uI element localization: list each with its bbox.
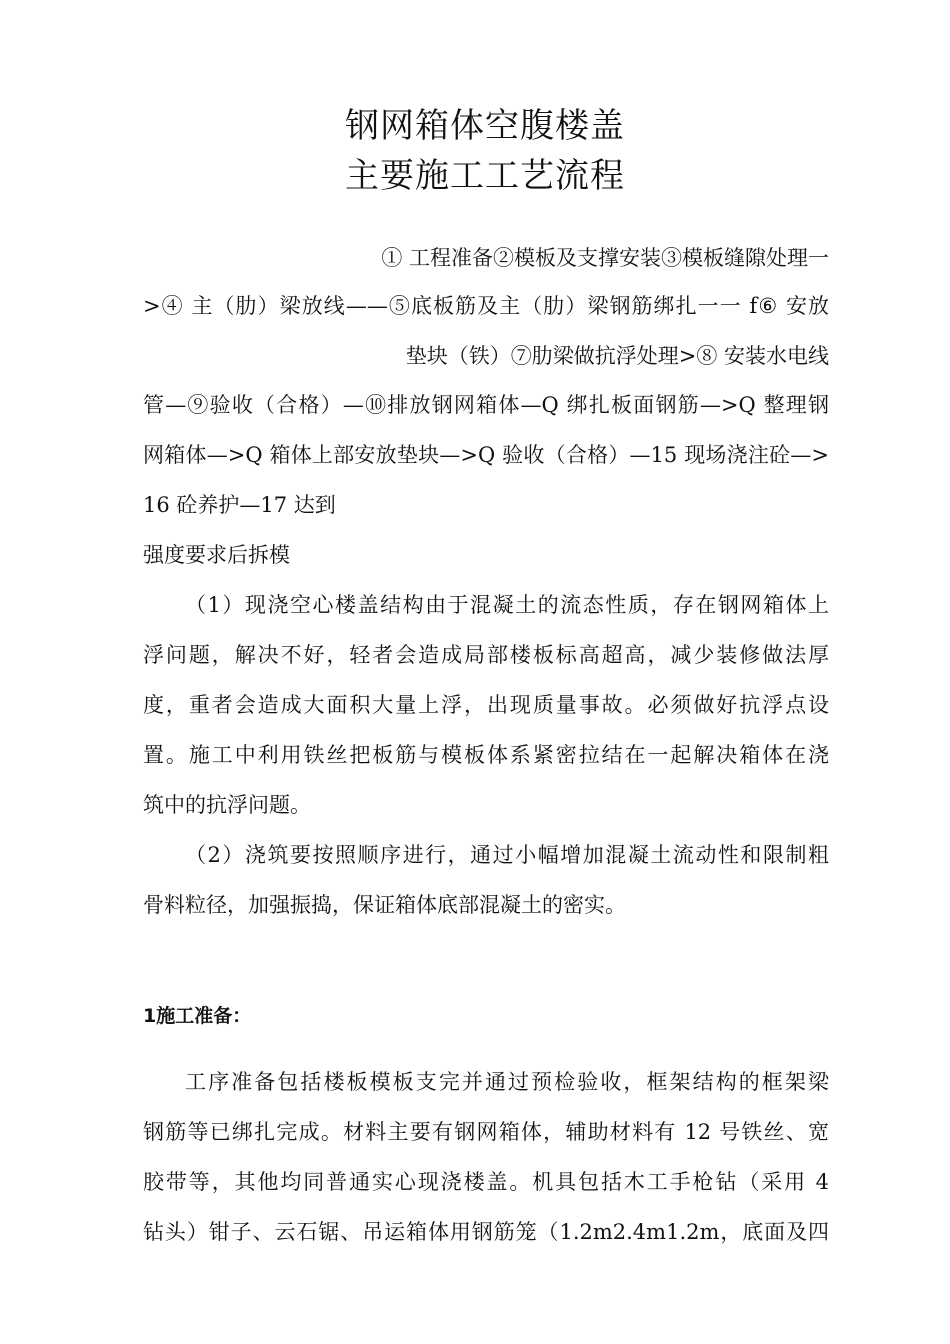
flow-line: ① 工程准备②模板及支撑安装③模板缝隙处理一 bbox=[381, 246, 829, 270]
flow-line: 16 砼养护—17 达到 bbox=[143, 493, 336, 517]
flow-line: >④ 主（肋）梁放线——⑤底板筋及主（肋）梁钢筋绑扎一一 f⑥ 安放 bbox=[143, 294, 829, 318]
flow-line: 网箱体—>Q 箱体上部安放垫块—>Q 验收（合格）—15 现场浇注砼—> bbox=[143, 443, 829, 467]
paragraph-line: 筑中的抗浮问题。 bbox=[143, 793, 311, 817]
paragraph-line: 工序准备包括楼板模板支完并通过预检验收，框架结构的框架梁 bbox=[185, 1070, 829, 1094]
document-title-line1: 钢网箱体空腹楼盖 bbox=[345, 106, 625, 146]
paragraph-line: 度，重者会造成大面积大量上浮，出现质量事故。必须做好抗浮点设 bbox=[143, 693, 829, 717]
paragraph-line: 置。施工中利用铁丝把板筋与模板体系紧密拉结在一起解决箱体在浇 bbox=[143, 743, 829, 767]
paragraph-line: 钢筋等已绑扎完成。材料主要有钢网箱体，辅助材料有 12 号铁丝、宽 bbox=[143, 1120, 829, 1144]
flow-line: 垫块（铁）⑦肋梁做抗浮处理>⑧ 安装水电线 bbox=[405, 344, 829, 368]
paragraph-line: 钻头）钳子、云石锯、吊运箱体用钢筋笼（1.2m2.4m1.2m，底面及四 bbox=[143, 1220, 829, 1244]
section-heading: 1施工准备： bbox=[143, 1005, 252, 1027]
flow-line: 强度要求后拆模 bbox=[143, 543, 290, 567]
document-title-line2: 主要施工工艺流程 bbox=[345, 156, 625, 196]
paragraph-line: （1）现浇空心楼盖结构由于混凝土的流态性质，存在钢网箱体上 bbox=[185, 593, 829, 617]
paragraph-line: 骨料粒径，加强振捣，保证箱体底部混凝土的密实。 bbox=[143, 893, 626, 917]
paragraph-line: （2）浇筑要按照顺序进行，通过小幅增加混凝土流动性和限制粗 bbox=[185, 843, 829, 867]
flow-line: 管—⑨验收（合格）—⑩排放钢网箱体—Q 绑扎板面钢筋—>Q 整理钢 bbox=[143, 393, 829, 417]
paragraph-line: 胶带等，其他均同普通实心现浇楼盖。机具包括木工手枪钻（采用 4 bbox=[143, 1170, 829, 1194]
paragraph-line: 浮问题，解决不好，轻者会造成局部楼板标高超高，减少装修做法厚 bbox=[143, 643, 829, 667]
